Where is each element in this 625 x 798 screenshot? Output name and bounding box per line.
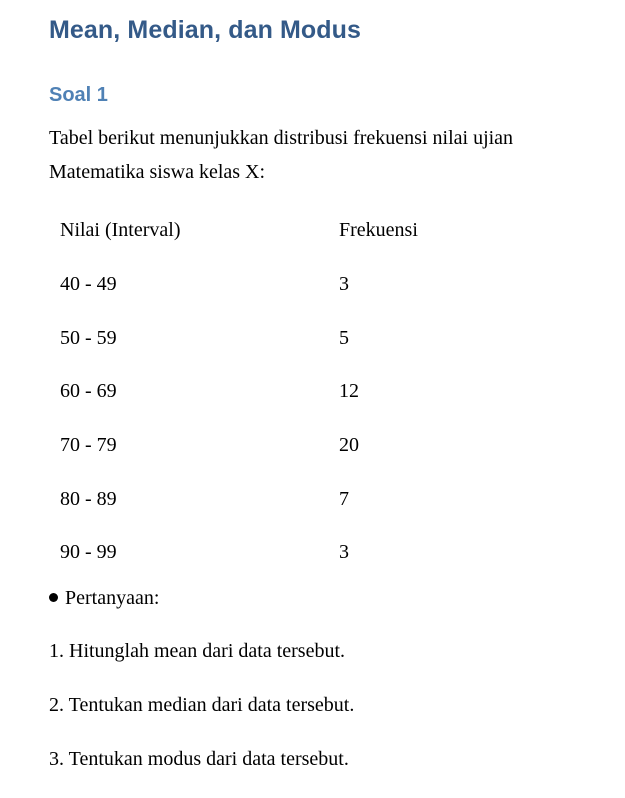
table-cell-frequency: 12 — [339, 380, 359, 403]
bullet-label: Pertanyaan: — [65, 587, 160, 609]
bullet-icon — [49, 593, 58, 602]
table-row — [60, 311, 459, 365]
frequency-table — [60, 204, 459, 580]
questions-bullet — [49, 587, 159, 610]
table-cell-frequency: 20 — [339, 434, 359, 457]
section-heading: Soal 1 — [49, 84, 108, 106]
table-cell-interval: 80 - 89 — [60, 487, 117, 510]
table-cell-frequency: 3 — [339, 273, 349, 296]
document-title: Mean, Median, dan Modus — [49, 16, 362, 44]
question-item: 1. Hitunglah mean dari data tersebut. — [49, 640, 346, 662]
table-cell-frequency: 5 — [339, 326, 349, 349]
table-row — [60, 472, 459, 526]
table-row — [60, 258, 459, 312]
table-header-row — [60, 204, 459, 258]
intro-paragraph — [49, 121, 513, 189]
table-row — [60, 365, 459, 419]
table-cell-interval: 90 - 99 — [60, 541, 117, 564]
table-cell-interval: 40 - 49 — [60, 273, 117, 296]
table-row — [60, 526, 459, 580]
table-cell-interval: 60 - 69 — [60, 380, 117, 403]
table-cell-interval: 70 - 79 — [60, 434, 117, 457]
table-header-frequency: Frekuensi — [339, 219, 418, 242]
table-row — [60, 419, 459, 473]
table-cell-interval: 50 - 59 — [60, 326, 117, 349]
table-header-interval: Nilai (Interval) — [60, 219, 181, 242]
table-cell-frequency: 3 — [339, 541, 349, 564]
intro-line-1: Tabel berikut menunjukkan distribusi frekuensi nilai ujian — [49, 127, 514, 149]
question-item: 3. Tentukan modus dari data tersebut. — [49, 748, 349, 770]
table-cell-frequency: 7 — [339, 487, 349, 510]
intro-line-2: Matematika siswa kelas X: — [49, 161, 266, 183]
question-item: 2. Tentukan median dari data tersebut. — [49, 694, 355, 716]
